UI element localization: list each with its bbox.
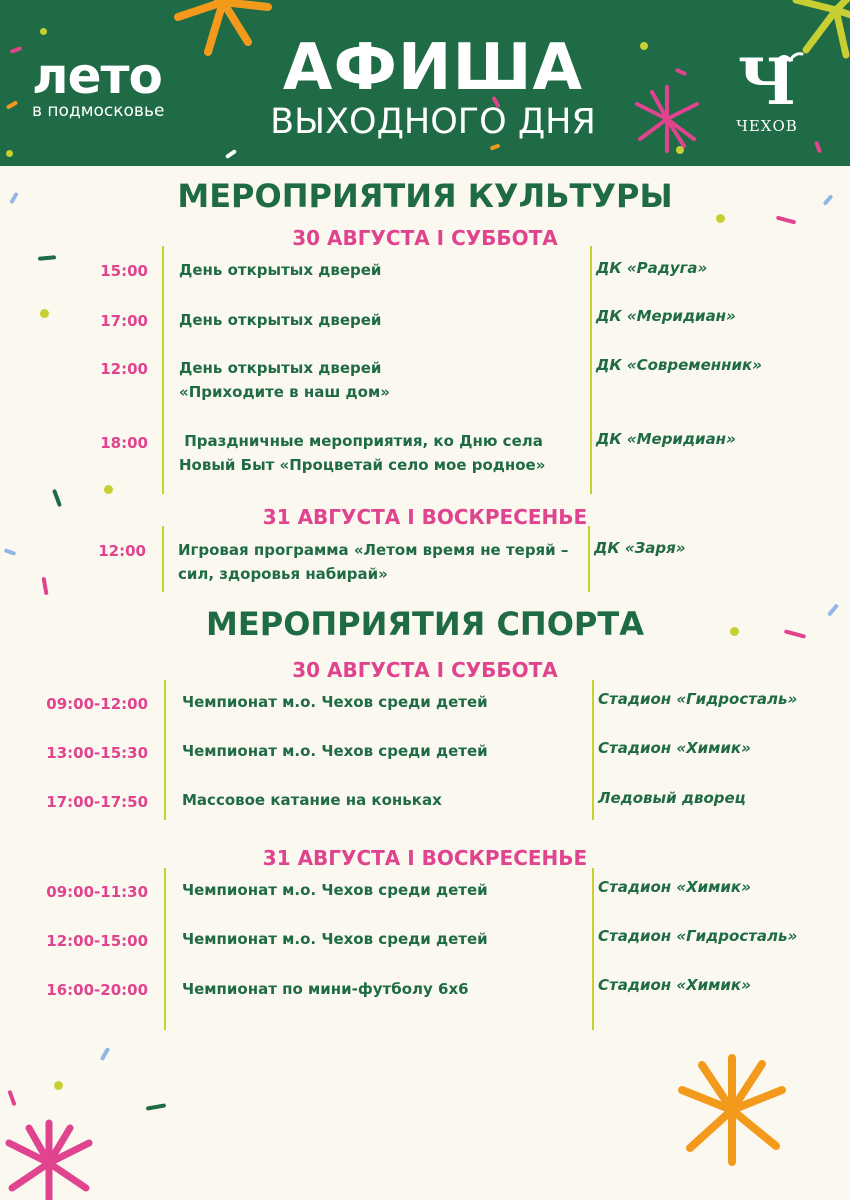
- event-title-line: Новый Быт «Процветай село мое родное»: [179, 456, 546, 474]
- event-title: [182, 739, 582, 763]
- event-time: 16:00-20:00: [46, 981, 148, 999]
- confetti: [10, 46, 23, 54]
- confetti: [4, 548, 17, 556]
- confetti-dot: [676, 146, 684, 154]
- event-time: 09:00-11:30: [46, 883, 148, 901]
- confetti-dot: [104, 485, 113, 494]
- divider-line: [590, 246, 592, 494]
- culture-day1-title: 30 АВГУСТА I СУББОТА: [292, 226, 558, 250]
- event-time: 12:00: [100, 360, 148, 378]
- event-title-line: Игровая программа «Летом время не теряй –: [178, 541, 569, 559]
- leto-logo-word: лето: [32, 47, 162, 105]
- event-title-line: Чемпионат м.о. Чехов среди детей: [182, 881, 488, 899]
- confetti-dot: [640, 42, 648, 50]
- confetti: [814, 141, 822, 154]
- event-title: [179, 308, 579, 332]
- confetti-dot: [716, 214, 725, 223]
- confetti: [41, 577, 48, 595]
- sport-day2-title: 31 АВГУСТА I ВОСКРЕСЕНЬЕ: [262, 846, 588, 870]
- event-title-line: Массовое катание на коньках: [182, 791, 442, 809]
- confetti: [675, 68, 688, 77]
- sport-section-title: МЕРОПРИЯТИЯ СПОРТА: [206, 605, 644, 643]
- event-title: [182, 927, 582, 951]
- chekhov-logo: [722, 45, 812, 135]
- confetti: [100, 1047, 110, 1061]
- event-title-line: «Приходите в наш дом»: [179, 383, 390, 401]
- divider-line: [164, 680, 166, 820]
- poster-title: [268, 31, 598, 142]
- event-place: ДК «Радуга»: [596, 259, 708, 277]
- poster-header: [0, 0, 850, 166]
- divider-line: [592, 680, 594, 820]
- confetti-dot: [40, 28, 47, 35]
- event-place: ДК «Современник»: [596, 356, 762, 374]
- event-title: [182, 878, 582, 902]
- seagull-icon: [774, 50, 804, 66]
- chekhov-logo-glyph: Ч: [737, 45, 797, 120]
- event-title-line: Чемпионат м.о. Чехов среди детей: [182, 742, 488, 760]
- confetti-dot: [6, 150, 13, 157]
- pink-star-icon: [4, 1118, 94, 1200]
- divider-line: [162, 526, 164, 592]
- leto-logo: [32, 47, 165, 121]
- event-place: ДК «Меридиан»: [596, 430, 736, 448]
- event-place: Стадион «Химик»: [598, 739, 751, 757]
- confetti: [6, 100, 18, 109]
- orange-star-icon: [168, 0, 278, 62]
- leto-logo-subtitle: в подмосковье: [32, 101, 165, 121]
- event-time: 17:00-17:50: [46, 793, 148, 811]
- event-place: ДК «Заря»: [594, 539, 686, 557]
- event-place: Ледовый дворец: [598, 789, 746, 807]
- event-title: [179, 356, 579, 404]
- event-title-line: Чемпионат м.о. Чехов среди детей: [182, 930, 488, 948]
- event-title: [178, 538, 578, 586]
- confetti: [7, 1090, 16, 1106]
- orange-star-icon: [672, 1050, 792, 1170]
- pink-star-icon: [632, 84, 702, 154]
- event-title-line: Праздничные мероприятия, ко Дню села: [179, 432, 543, 450]
- event-title-line: День открытых дверей: [179, 359, 382, 377]
- confetti: [225, 149, 237, 159]
- poster-title-line1: АФИША: [282, 31, 584, 105]
- confetti-dot: [40, 309, 49, 318]
- event-title-line: Чемпионат по мини-футболу 6х6: [182, 980, 469, 998]
- confetti: [776, 215, 796, 224]
- event-title-line: День открытых дверей: [179, 261, 382, 279]
- sport-day1-title: 30 АВГУСТА I СУББОТА: [292, 658, 558, 682]
- culture-section-title: МЕРОПРИЯТИЯ КУЛЬТУРЫ: [177, 177, 673, 215]
- event-title: [179, 258, 579, 282]
- culture-day2-title: 31 АВГУСТА I ВОСКРЕСЕНЬЕ: [262, 505, 588, 529]
- event-place: Стадион «Гидросталь»: [598, 927, 798, 945]
- event-place: ДК «Меридиан»: [596, 307, 736, 325]
- confetti-dot: [54, 1081, 63, 1090]
- event-title-line: Чемпионат м.о. Чехов среди детей: [182, 693, 488, 711]
- event-title: [179, 429, 579, 477]
- event-title-line: День открытых дверей: [179, 311, 382, 329]
- divider-line: [162, 246, 164, 494]
- confetti: [146, 1103, 166, 1110]
- event-place: Стадион «Химик»: [598, 878, 751, 896]
- divider-line: [588, 526, 590, 592]
- event-time: 12:00: [98, 542, 146, 560]
- event-time: 13:00-15:30: [46, 744, 148, 762]
- event-title: [182, 690, 582, 714]
- event-time: 18:00: [100, 434, 148, 452]
- event-place: Стадион «Гидросталь»: [598, 690, 798, 708]
- divider-line: [592, 868, 594, 1030]
- event-time: 09:00-12:00: [46, 695, 148, 713]
- poster-title-line2: ВЫХОДНОГО ДНЯ: [270, 102, 596, 142]
- event-place: Стадион «Химик»: [598, 976, 751, 994]
- confetti: [490, 143, 501, 150]
- event-time: 17:00: [100, 312, 148, 330]
- event-time: 12:00-15:00: [46, 932, 148, 950]
- divider-line: [164, 868, 166, 1030]
- confetti: [38, 255, 56, 261]
- chekhov-logo-city: ЧЕХОВ: [736, 117, 798, 135]
- event-time: 15:00: [100, 262, 148, 280]
- event-title: [182, 977, 582, 1001]
- event-title: [182, 788, 582, 812]
- event-title-line: сил, здоровья набирай»: [178, 565, 388, 583]
